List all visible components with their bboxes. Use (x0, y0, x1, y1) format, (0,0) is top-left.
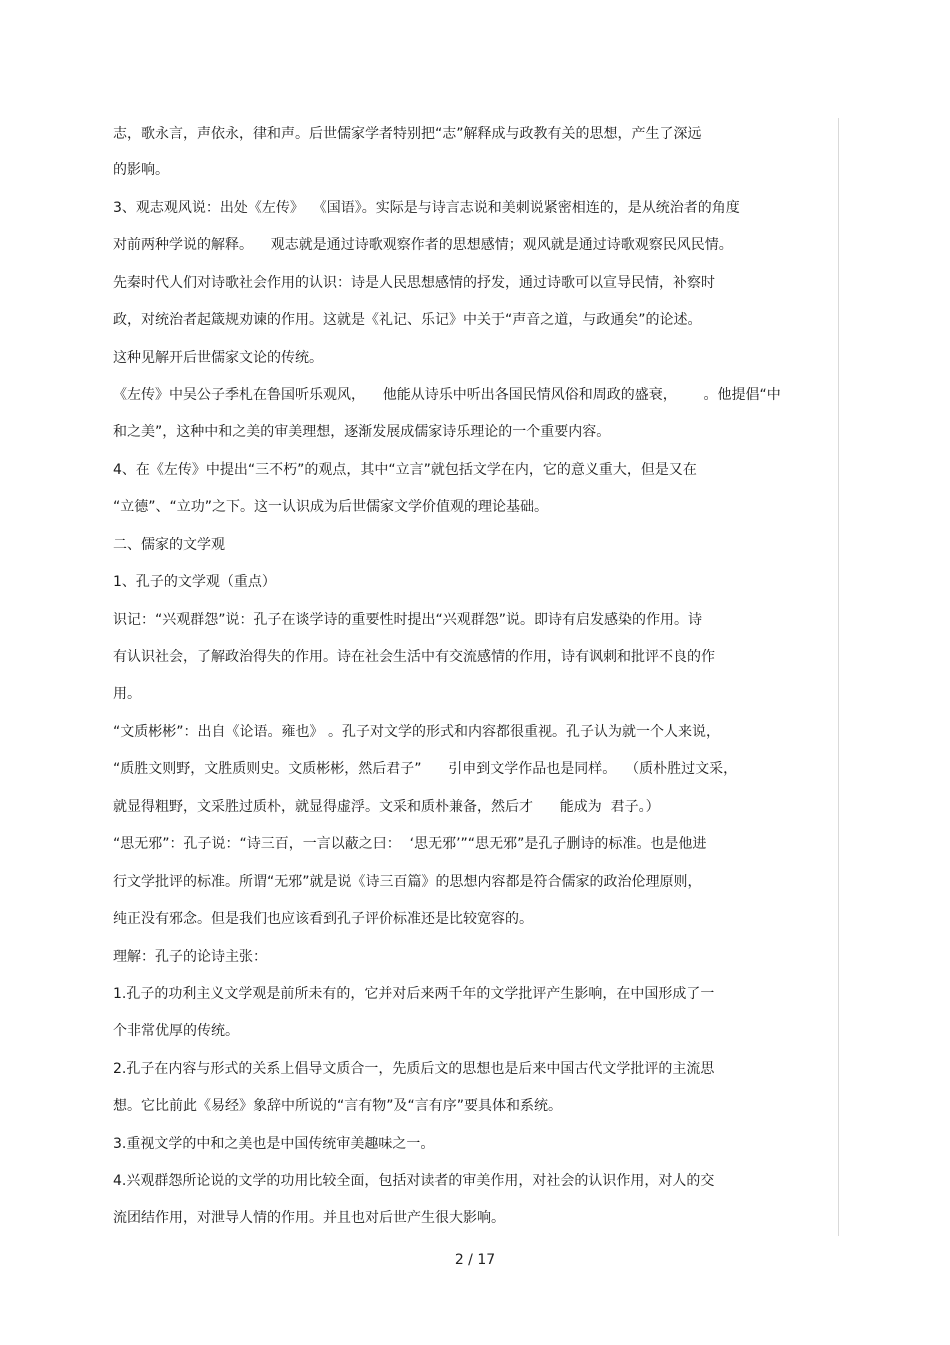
text-line: 的影响。 (113, 162, 169, 178)
text-line: 《左传》中吴公子季札在鲁国听乐观风， 他能从诗乐中听出各国民情风俗和周政的盛衰， 。他提倡“中 (113, 387, 781, 403)
subsection-heading: 1、孔子的文学观（重点） (113, 574, 276, 590)
text-line: 想。它比前此《易经》象辞中所说的“言有物”及“言有序”要具体和系统。 (113, 1098, 563, 1114)
text-line: 纯正没有邪念。但是我们也应该看到孔子评价标准还是比较宽容的。 (113, 911, 533, 927)
text-line: 个非常优厚的传统。 (113, 1023, 239, 1039)
text-line: 3.重视文学的中和之美也是中国传统审美趣味之一。 (113, 1136, 435, 1152)
text-line: “思无邪”：孔子说：“诗三百，一言以蔽之曰： ‘思无邪’”“思无邪”是孔子删诗的标准。也是他进 (113, 836, 707, 852)
text-line: 政，对统治者起箴规劝谏的作用。这就是《礼记、乐记》中关于“声音之道，与政通矣”的论述。 (113, 312, 702, 328)
text-line: 和之美”，这种中和之美的审美理想，逐渐发展成儒家诗乐理论的一个重要内容。 (113, 424, 611, 440)
text-line: 志，歌永言，声依永，律和声。后世儒家学者特别把“志”解释成与政教有关的思想，产生了深远 (113, 126, 702, 142)
text-line: 先秦时代人们对诗歌社会作用的认识：诗是人民思想感情的抒发，通过诗歌可以宣导民情，补察时 (113, 275, 715, 291)
text-line: 2.孔子在内容与形式的关系上倡导文质合一，先质后文的思想也是后来中国古代文学批评的主流思 (113, 1061, 715, 1077)
text-line: 流团结作用，对泄导人情的作用。并且也对后世产生很大影响。 (113, 1210, 505, 1226)
text-line: 行文学批评的标准。所谓“无邪”就是说《诗三百篇》的思想内容都是符合儒家的政治伦理原则， (113, 874, 702, 890)
text-line: 有认识社会，了解政治得失的作用。诗在社会生活中有交流感情的作用，诗有讽刺和批评不良的作 (113, 649, 715, 665)
text-line: 对前两种学说的解释。 观志就是通过诗歌观察作者的思想感情；观风就是通过诗歌观察民风民情。 (113, 237, 733, 253)
text-line: 识记：“兴观群怨”说：孔子在谈学诗的重要性时提出“兴观群怨”说。即诗有启发感染的作用。诗 (113, 612, 703, 628)
text-line: 用。 (113, 686, 141, 702)
text-line: 这种见解开后世儒家文论的传统。 (113, 350, 323, 366)
text-line: 4.兴观群怨所论说的文学的功用比较全面，包括对读者的审美作用，对社会的认识作用，对人的交 (113, 1173, 715, 1189)
text-line: 4、在《左传》中提出“三不朽”的观点，其中“立言”就包括文学在内，它的意义重大，但是又在 (113, 462, 697, 478)
text-line: 1.孔子的功利主义文学观是前所未有的，它并对后来两千年的文学批评产生影响，在中国形成了一 (113, 986, 715, 1002)
text-line: “立德”、“立功”之下。这一认识成为后世儒家文学价值观的理论基础。 (113, 499, 549, 515)
section-heading: 二、儒家的文学观 (113, 537, 225, 553)
page-number: 2 / 17 (454, 1252, 496, 1268)
text-line: 3、观志观风说：出处《左传》 《国语》。实际是与诗言志说和美刺说紧密相连的，是从统治者的角度 (113, 200, 740, 216)
margin-rule (838, 118, 839, 1236)
text-line: 理解：孔子的论诗主张： (113, 949, 267, 965)
text-line: “文质彬彬”：出自《论语。雍也》 。孔子对文学的形式和内容都很重视。孔子认为就一个人来说， (113, 724, 720, 740)
text-line: 就显得粗野，文采胜过质朴，就显得虚浮。文采和质朴兼备，然后才 能成为 君子。） (113, 799, 660, 815)
text-line: “质胜文则野，文胜质则史。文质彬彬，然后君子” 引申到文学作品也是同样。 （质朴胜过文采， (113, 761, 738, 777)
